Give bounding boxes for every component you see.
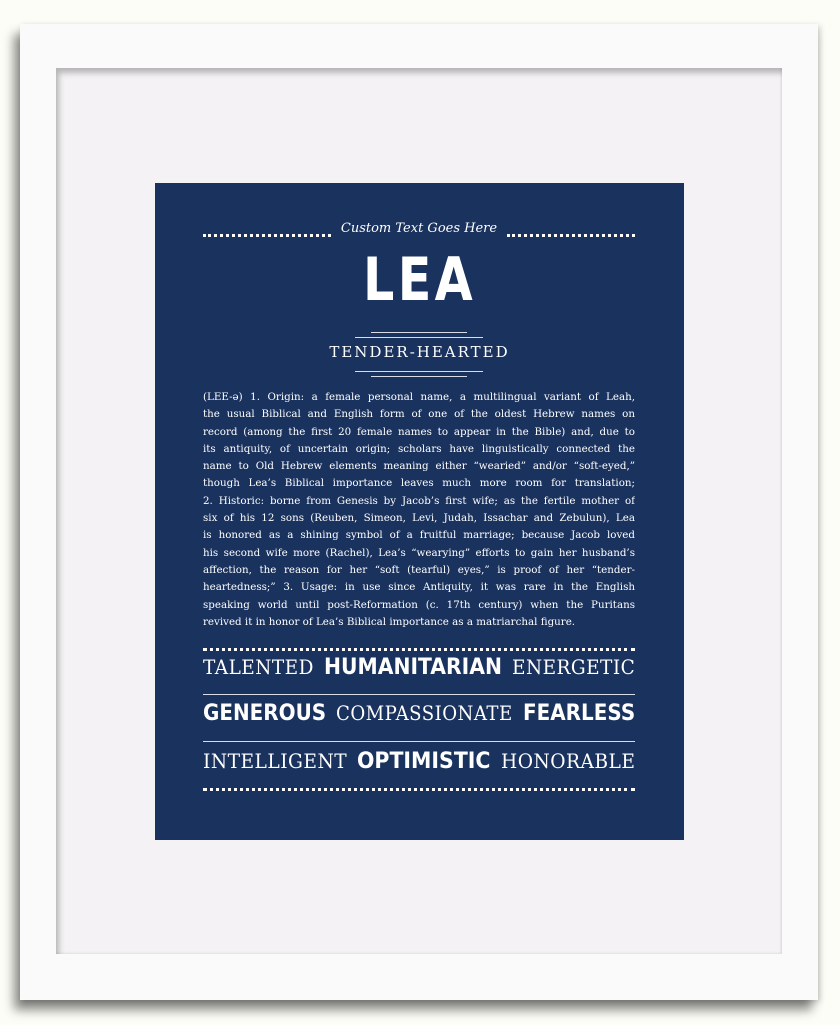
name-meaning: TENDER-HEARTED [329,343,510,361]
definition-line: though Lea’s Biblical importance leaves much more room for translation; [203,477,635,490]
custom-text-row [203,221,635,245]
meaning-top-rule [355,337,483,338]
definition-line: speaking world until post-Reformation (c. 17th century) when the Puritans [203,598,635,611]
mat-board [56,68,782,954]
definition-line: heartedness;” 3. Usage: in use since Antiquity, it was rare in the English [203,581,635,594]
name-title: LEA [363,245,476,315]
traits-row-3 [203,749,635,783]
meaning-bottom-rule-short [371,376,467,377]
dotted-divider-traits-top [203,648,635,652]
definition-line: the usual Biblical and English form of one of the oldest Hebrew names on [203,408,635,421]
definition-line: (LEE-ə) 1. Origin: a female personal name, a multilingual variant of Leah, [203,391,635,403]
definition-line: revived it in honor of Lea’s Biblical importance as a matriarchal figure. [203,615,576,628]
name-underline [371,332,467,333]
name-definition [203,389,635,631]
name-print [155,183,684,840]
definition-line: record (among the first 20 female names to appear in the Bible) and, due to [203,425,635,438]
custom-text: Custom Text Goes Here [340,221,498,236]
trait-word: FEARLESS [522,701,635,726]
definition-line: his second wife more (Rachel), Lea’s “wearying” efforts to gain her husband’s [203,546,635,559]
trait-divider [203,741,635,742]
meaning-bottom-rule [355,371,483,372]
trait-word: GENEROUS [203,701,327,726]
trait-word: INTELLIGENT [203,749,348,773]
trait-word: HUMANITARIAN [323,655,502,680]
definition-line: 2. Historic: borne from Genesis by Jacob’s first wife; as the fertile mother of [203,494,635,507]
definition-line: six of his 12 sons (Reuben, Simeon, Levi, Judah, Issachar and Zebulun), Lea [203,512,635,525]
trait-word: ENERGETIC [511,655,636,679]
dotted-divider-traits-bottom [203,788,635,792]
definition-line: its antiquity, of uncertain origin; scholars have linguistically connected the [203,442,635,455]
trait-word: TALENTED [203,655,314,679]
trait-word: OPTIMISTIC [357,749,491,774]
trait-word: HONORABLE [500,749,635,773]
trait-word: COMPASSIONATE [336,701,513,725]
traits-row-2 [203,701,635,735]
picture-frame [20,24,818,1000]
trait-divider [203,694,635,695]
traits-row-1 [203,655,635,689]
definition-line: is honored as a shining symbol of a fruitful marriage; because Jacob loved [203,529,635,542]
definition-line: name to Old Hebrew elements meaning either “wearied” and/or “soft-eyed,” [203,460,635,473]
dotted-divider-right [507,234,635,238]
definition-line: affection, the reason for her “soft (tearful) eyes,” is proof of her “tender- [203,563,635,576]
